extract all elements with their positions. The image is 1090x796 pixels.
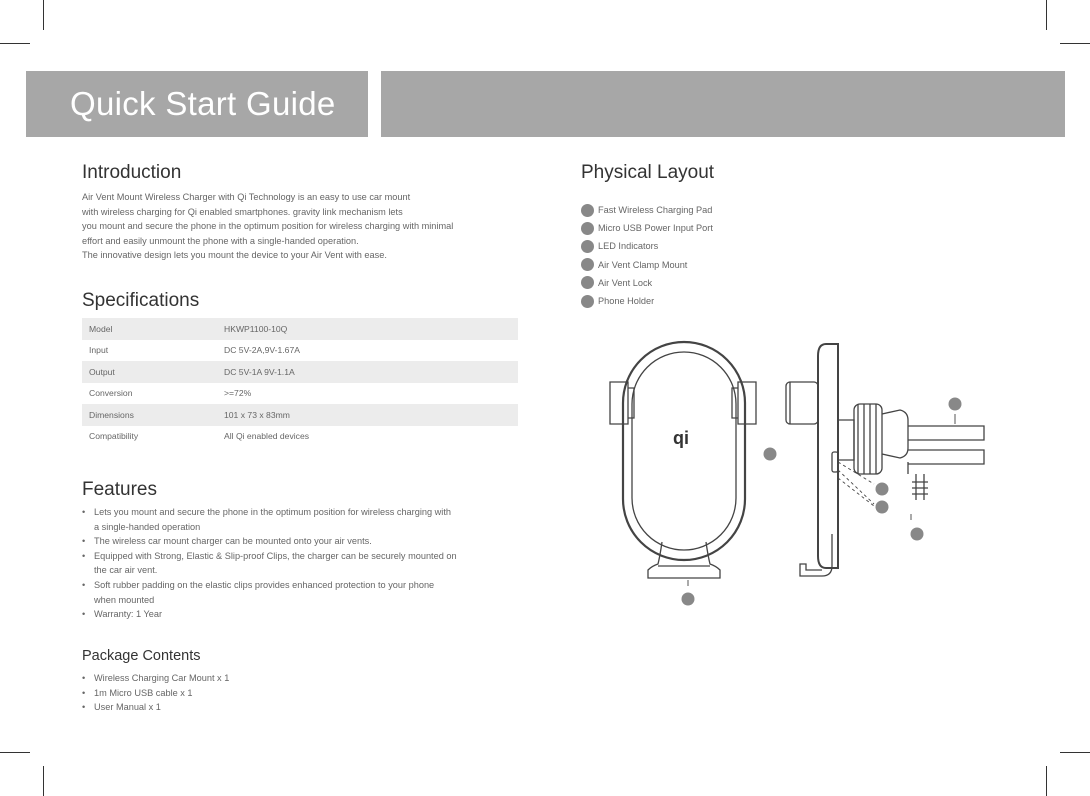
feature-line: the car air vent. bbox=[94, 565, 158, 576]
spec-key: Dimensions bbox=[89, 409, 134, 420]
spec-value: DC 5V-2A,9V-1.67A bbox=[224, 345, 300, 356]
header-banner-bar bbox=[381, 71, 1065, 137]
qi-logo: qi bbox=[673, 428, 689, 448]
introduction-text bbox=[82, 190, 522, 263]
bullet: • bbox=[82, 687, 86, 698]
spec-value: 101 x 73 x 83mm bbox=[224, 409, 290, 420]
bullet: • bbox=[82, 579, 86, 590]
intro-line: The innovative design lets you mount the device to your Air Vent with ease. bbox=[82, 250, 387, 260]
front-view bbox=[610, 342, 756, 578]
feature-line: Soft rubber padding on the elastic clips provides enhanced protection to your phone bbox=[94, 579, 435, 590]
list-item bbox=[82, 686, 382, 701]
legend-label: Air Vent Lock bbox=[598, 277, 653, 288]
crop-mark bbox=[0, 752, 30, 753]
crop-mark bbox=[1046, 0, 1047, 30]
spec-value: DC 5V-1A 9V-1.1A bbox=[224, 366, 295, 377]
spec-key: Compatibility bbox=[89, 431, 139, 442]
bullet: • bbox=[82, 507, 86, 517]
table-row bbox=[82, 340, 518, 362]
callout-dot bbox=[581, 240, 594, 253]
bullet: • bbox=[82, 550, 86, 561]
page-title: Quick Start Guide bbox=[70, 85, 336, 122]
callout-dot bbox=[581, 204, 594, 217]
package-contents-heading: Package Contents bbox=[82, 648, 201, 664]
intro-line: you mount and secure the phone in the optimum position for wireless charging with minimal bbox=[82, 221, 454, 231]
callout-dot bbox=[876, 483, 889, 496]
callout-dot bbox=[876, 501, 889, 514]
callout-dot bbox=[581, 222, 594, 235]
specifications-table bbox=[82, 318, 518, 447]
introduction-heading: Introduction bbox=[82, 162, 182, 183]
list-item bbox=[82, 700, 382, 715]
intro-line: Air Vent Mount Wireless Charger with Qi Technology is an easy to use car mount bbox=[82, 192, 411, 202]
bullet: • bbox=[82, 609, 86, 620]
list-item bbox=[82, 578, 522, 607]
crop-mark bbox=[43, 766, 44, 796]
legend-label: Fast Wireless Charging Pad bbox=[598, 205, 713, 216]
package-item: 1m Micro USB cable x 1 bbox=[94, 687, 193, 698]
crop-mark bbox=[1060, 752, 1090, 753]
legend-label: Micro USB Power Input Port bbox=[598, 223, 713, 234]
spec-key: Output bbox=[89, 366, 115, 377]
package-item: User Manual x 1 bbox=[94, 702, 161, 713]
callout-dot bbox=[911, 528, 924, 541]
list-item bbox=[581, 292, 713, 310]
list-item bbox=[581, 219, 713, 237]
legend-label: LED Indicators bbox=[598, 241, 659, 252]
spec-key: Input bbox=[89, 345, 109, 356]
list-item bbox=[581, 201, 713, 219]
table-row bbox=[82, 361, 518, 383]
package-item: Wireless Charging Car Mount x 1 bbox=[94, 673, 230, 683]
spec-key: Model bbox=[89, 323, 113, 334]
callout-dot bbox=[949, 398, 962, 411]
list-item bbox=[581, 274, 713, 292]
callout-dot bbox=[581, 258, 594, 271]
crop-mark bbox=[1060, 43, 1090, 44]
features-list bbox=[82, 505, 522, 622]
side-view bbox=[786, 344, 984, 576]
header-banner bbox=[26, 71, 368, 137]
feature-line: Lets you mount and secure the phone in the optimum position for wireless charging with bbox=[94, 507, 451, 517]
feature-line: Warranty: 1 Year bbox=[94, 609, 163, 620]
package-contents-list bbox=[82, 671, 382, 715]
spec-key: Conversion bbox=[89, 388, 133, 399]
table-row bbox=[82, 383, 518, 405]
legend-label: Air Vent Clamp Mount bbox=[598, 259, 688, 270]
intro-line: with wireless charging for Qi enabled smartphones. gravity link mechanism lets bbox=[82, 206, 403, 217]
features-heading: Features bbox=[82, 479, 157, 500]
list-item bbox=[581, 237, 713, 255]
bullet: • bbox=[82, 673, 86, 683]
crop-mark bbox=[43, 0, 44, 30]
bullet: • bbox=[82, 702, 86, 713]
crop-mark bbox=[1046, 766, 1047, 796]
intro-line: effort and easily unmount the phone with a single-handed operation. bbox=[82, 235, 359, 246]
list-item bbox=[82, 549, 522, 578]
feature-line: Equipped with Strong, Elastic & Slip-proof Clips, the charger can be securely mounted on bbox=[94, 550, 457, 561]
bullet: • bbox=[82, 536, 86, 547]
table-row bbox=[82, 426, 518, 448]
callout-dot bbox=[581, 295, 594, 308]
table-row bbox=[82, 404, 518, 426]
callout-dot bbox=[581, 276, 594, 289]
physical-layout-legend bbox=[581, 201, 713, 310]
list-item bbox=[82, 534, 522, 549]
list-item bbox=[82, 607, 522, 622]
callout-dot bbox=[682, 593, 695, 606]
list-item bbox=[581, 256, 713, 274]
list-item bbox=[82, 671, 382, 686]
list-item bbox=[82, 505, 522, 534]
legend-label: Phone Holder bbox=[598, 296, 655, 307]
feature-line: a single-handed operation bbox=[94, 521, 201, 532]
spec-value: All Qi enabled devices bbox=[224, 431, 310, 442]
physical-layout-heading: Physical Layout bbox=[581, 162, 715, 183]
specifications-heading: Specifications bbox=[82, 290, 200, 311]
spec-value: >=72% bbox=[224, 388, 252, 399]
spec-value: HKWP1100-10Q bbox=[224, 323, 288, 334]
callout-dot bbox=[764, 448, 777, 461]
table-row bbox=[82, 318, 518, 340]
product-diagram bbox=[590, 330, 1010, 620]
feature-line: The wireless car mount charger can be mounted onto your air vents. bbox=[94, 536, 372, 547]
crop-mark bbox=[0, 43, 30, 44]
feature-line: when mounted bbox=[94, 594, 155, 605]
